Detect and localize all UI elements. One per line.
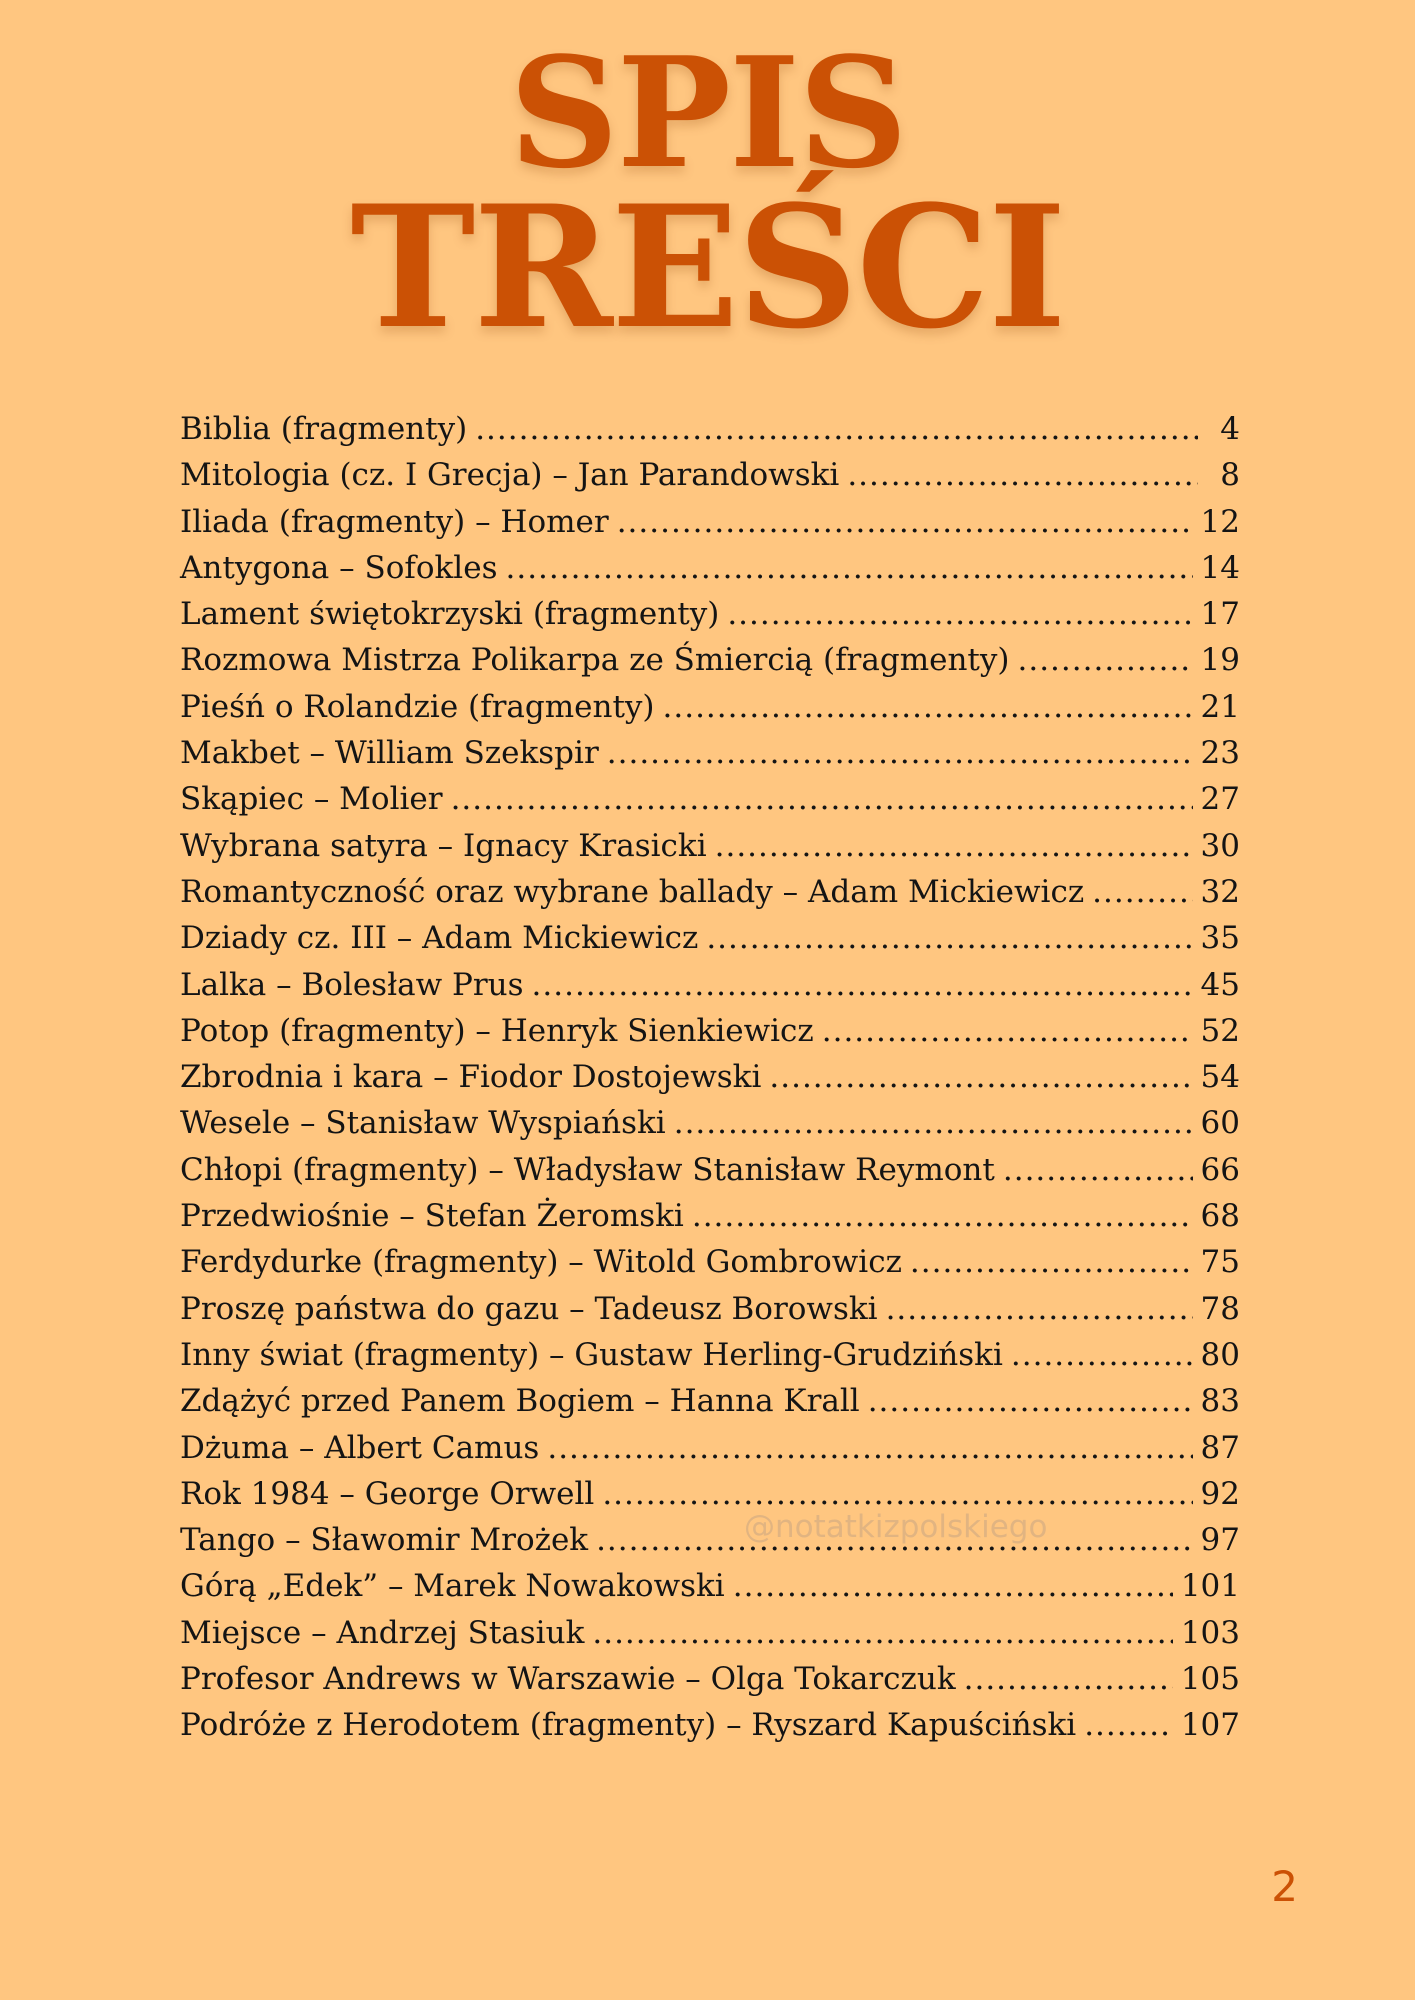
toc-entry-page: 8: [1220, 457, 1240, 494]
toc-dot-leader: [592, 1610, 1172, 1656]
toc-entry-title: Rok 1984 – George Orwell: [180, 1475, 595, 1512]
toc-entry-page: 17: [1200, 596, 1240, 633]
toc-entry-title: Tango – Sławomir Mrożek: [180, 1522, 589, 1559]
toc-entry: [180, 776, 1240, 822]
toc-entry-page: 92: [1200, 1475, 1240, 1512]
toc-dot-leader: [663, 684, 1193, 730]
toc-entry-title: Lalka – Bolesław Prus: [180, 966, 524, 1003]
toc-dot-leader: [607, 730, 1193, 776]
toc-entry-title: Antygona – Sofokles: [180, 549, 498, 586]
toc-entry: [180, 1100, 1240, 1146]
toc-entry-title: Przedwiośnie – Stefan Żeromski: [180, 1198, 684, 1235]
toc-entry: [180, 452, 1240, 498]
toc-entry-page: 87: [1200, 1429, 1240, 1466]
toc-entry: [180, 1563, 1240, 1609]
toc-entry-page: 97: [1200, 1522, 1240, 1559]
toc-entry-page: 101: [1180, 1568, 1240, 1605]
toc-entry-page: 103: [1180, 1614, 1240, 1651]
toc-entry-title: Profesor Andrews w Warszawie – Olga Tokarczuk: [180, 1661, 956, 1698]
toc-entry: [180, 1517, 1240, 1563]
toc-entry-title: Skąpiec – Molier: [180, 781, 443, 818]
toc-entry-page: 80: [1200, 1336, 1240, 1373]
page-title-line-1: SPIS: [509, 23, 906, 202]
toc-entry-title: Dżuma – Albert Camus: [180, 1429, 540, 1466]
toc-entry-page: 107: [1180, 1707, 1240, 1744]
toc-entry-title: Makbet – William Szekspir: [180, 735, 599, 772]
toc-entry-title: Iliada (fragmenty) – Homer: [180, 503, 609, 540]
toc-entry-page: 4: [1220, 411, 1240, 447]
toc-entry: [180, 730, 1240, 776]
toc-entry: [180, 1378, 1240, 1424]
toc-entry-title: Wesele – Stanisław Wyspiański: [180, 1105, 666, 1142]
toc-dot-leader: [692, 1193, 1193, 1239]
toc-dot-leader: [886, 1286, 1193, 1332]
toc-entry-page: 105: [1180, 1661, 1240, 1698]
toc-entry-title: Dziady cz. III – Adam Mickiewicz: [180, 920, 699, 957]
toc-entry: [180, 545, 1240, 591]
toc-entry-page: 14: [1200, 549, 1240, 586]
page-title: [0, 23, 1415, 366]
toc-dot-leader: [1092, 869, 1192, 915]
toc-entry: [180, 1193, 1240, 1239]
toc-entry: [180, 406, 1240, 452]
toc-entry-page: 60: [1200, 1105, 1240, 1142]
toc-entry: [180, 637, 1240, 683]
toc-dot-leader: [505, 545, 1192, 591]
toc-entry: [180, 1610, 1240, 1656]
toc-entry-title: Mitologia (cz. I Grecja) – Jan Parandowski: [180, 457, 840, 494]
toc-entry-title: Chłopi (fragmenty) – Władysław Stanisław Reymont: [180, 1151, 995, 1188]
toc-entry-title: Lament świętokrzyski (fragmenty): [180, 596, 720, 633]
page-title-line-2: TREŚCI: [350, 168, 1065, 366]
toc-dot-leader: [451, 776, 1193, 822]
toc-entry: [180, 869, 1240, 915]
toc-entry: [180, 1239, 1240, 1285]
toc-dot-leader: [1017, 637, 1192, 683]
toc-entry-title: Miejsce – Andrzej Stasiuk: [180, 1614, 585, 1651]
toc-entry-title: Ferdydurke (fragmenty) – Witold Gombrowicz: [180, 1244, 902, 1281]
toc-dot-leader: [822, 1008, 1193, 1054]
toc-entry-title: Zdążyć przed Panem Bogiem – Hanna Krall: [180, 1383, 860, 1420]
page-number: 2: [1271, 1862, 1298, 1911]
toc-entry: [180, 962, 1240, 1008]
toc-entry: [180, 1054, 1240, 1100]
toc-entry-page: 35: [1200, 920, 1240, 957]
toc-entry: [180, 1147, 1240, 1193]
toc-entry-page: 78: [1200, 1290, 1240, 1327]
toc-entry-page: 54: [1200, 1059, 1240, 1096]
toc-dot-leader: [1011, 1332, 1193, 1378]
toc-entry-title: Pieśń o Rolandzie (fragmenty): [180, 688, 655, 725]
toc-entry: [180, 591, 1240, 637]
toc-entry-page: 66: [1200, 1151, 1240, 1188]
toc-dot-leader: [1084, 1702, 1173, 1748]
toc-dot-leader: [727, 591, 1192, 637]
toc-dot-leader: [706, 915, 1192, 961]
toc-entry: [180, 1656, 1240, 1702]
toc-entry: [180, 499, 1240, 545]
toc-entry-title: Proszę państwa do gazu – Tadeusz Borowski: [180, 1290, 878, 1327]
toc-entry-title: Górą „Edek” – Marek Nowakowski: [180, 1568, 725, 1605]
table-of-contents: [180, 406, 1240, 1749]
toc-dot-leader: [769, 1054, 1192, 1100]
toc-entry: [180, 1286, 1240, 1332]
toc-dot-leader: [847, 452, 1198, 498]
toc-entry-page: 30: [1200, 827, 1240, 864]
toc-dot-leader: [868, 1378, 1193, 1424]
toc-entry-title: Podróże z Herodotem (fragmenty) – Ryszard Kapuściński: [180, 1707, 1077, 1744]
toc-dot-leader: [475, 406, 1198, 452]
watermark: @notatkizpolskiego: [744, 1509, 1048, 1545]
toc-entry-page: 45: [1200, 966, 1240, 1003]
toc-entry-page: 75: [1200, 1244, 1240, 1281]
toc-entry: [180, 684, 1240, 730]
toc-entry: [180, 915, 1240, 961]
toc-entry-title: Biblia (fragmenty): [180, 411, 468, 447]
toc-entry-page: 83: [1200, 1383, 1240, 1420]
toc-entry-page: 52: [1200, 1012, 1240, 1049]
toc-dot-leader: [910, 1239, 1193, 1285]
toc-entry-page: 23: [1200, 735, 1240, 772]
toc-entry-page: 68: [1200, 1198, 1240, 1235]
toc-dot-leader: [532, 962, 1193, 1008]
toc-dot-leader: [715, 823, 1193, 869]
toc-entry: [180, 1702, 1240, 1748]
toc-entry-page: 32: [1200, 873, 1240, 910]
toc-entry-page: 19: [1200, 642, 1240, 679]
toc-entry-title: Inny świat (fragmenty) – Gustaw Herling-Grudziński: [180, 1336, 1003, 1373]
toc-dot-leader: [547, 1425, 1192, 1471]
toc-entry-title: Potop (fragmenty) – Henryk Sienkiewicz: [180, 1012, 814, 1049]
toc-entry-page: 12: [1200, 503, 1240, 540]
toc-entry: [180, 1425, 1240, 1471]
toc-entry-page: 21: [1200, 688, 1240, 725]
toc-dot-leader: [1003, 1147, 1193, 1193]
toc-dot-leader: [964, 1656, 1173, 1702]
toc-entry-page: 27: [1200, 781, 1240, 818]
toc-entry-title: Rozmowa Mistrza Polikarpa ze Śmiercią (fragmenty): [180, 642, 1010, 679]
toc-entry-title: Zbrodnia i kara – Fiodor Dostojewski: [180, 1059, 762, 1096]
toc-dot-leader: [617, 499, 1193, 545]
toc-dot-leader: [674, 1100, 1193, 1146]
toc-entry-title: Romantyczność oraz wybrane ballady – Adam Mickiewicz: [180, 873, 1085, 910]
toc-entry: [180, 1008, 1240, 1054]
toc-entry-title: Wybrana satyra – Ignacy Krasicki: [180, 827, 707, 864]
toc-entry: [180, 1471, 1240, 1517]
toc-entry: [180, 1332, 1240, 1378]
toc-dot-leader: [733, 1563, 1173, 1609]
toc-entry: [180, 823, 1240, 869]
